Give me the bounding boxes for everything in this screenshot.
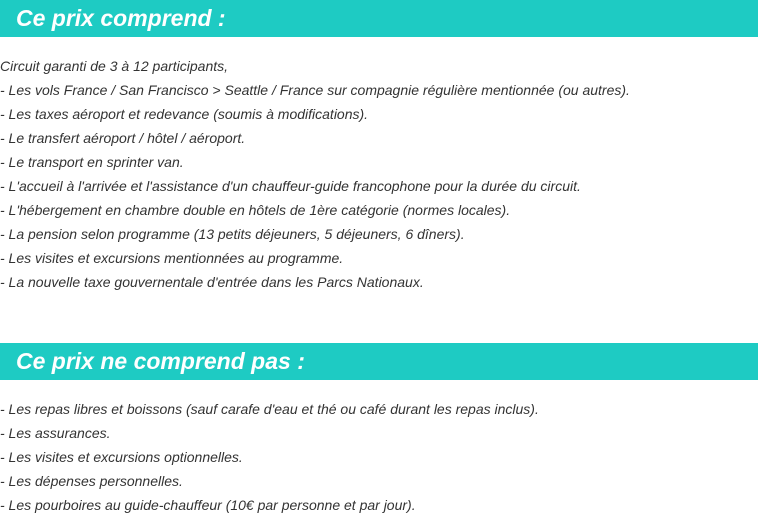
list-item: - Les dépenses personnelles.	[0, 473, 183, 489]
list-item: - Le transfert aéroport / hôtel / aéroport.	[0, 130, 246, 146]
list-item: - Le transport en sprinter van.	[0, 154, 184, 170]
list-item: - L'accueil à l'arrivée et l'assistance d'un chauffeur-guide francophone pour la durée du circuit.	[0, 178, 581, 194]
excludes-section-title: Ce prix ne comprend pas :	[0, 343, 758, 380]
list-item: - Les taxes aéroport et redevance (soumis à modifications).	[0, 106, 369, 122]
list-item: - Les pourboires au guide-chauffeur (10€ par personne et par jour).	[0, 497, 416, 513]
includes-list	[0, 54, 758, 294]
list-item: - Les visites et excursions optionnelles.	[0, 449, 243, 465]
list-item: - Les assurances.	[0, 425, 111, 441]
list-item: - La nouvelle taxe gouvernentale d'entrée dans les Parcs Nationaux.	[0, 274, 424, 290]
list-item: - Les vols France / San Francisco > Seattle / France sur compagnie régulière mentionnée (ou autres).	[0, 82, 630, 98]
list-item: - La pension selon programme (13 petits déjeuners, 5 déjeuners, 6 dîners).	[0, 226, 465, 242]
excludes-list	[0, 397, 758, 517]
includes-section-title: Ce prix comprend :	[0, 0, 758, 37]
list-item: - Les repas libres et boissons (sauf carafe d'eau et thé ou café durant les repas inclus).	[0, 401, 539, 417]
list-item: - Les visites et excursions mentionnées au programme.	[0, 250, 344, 266]
list-item: - L'hébergement en chambre double en hôtels de 1ère catégorie (normes locales).	[0, 202, 511, 218]
list-item: Circuit garanti de 3 à 12 participants,	[0, 58, 229, 74]
